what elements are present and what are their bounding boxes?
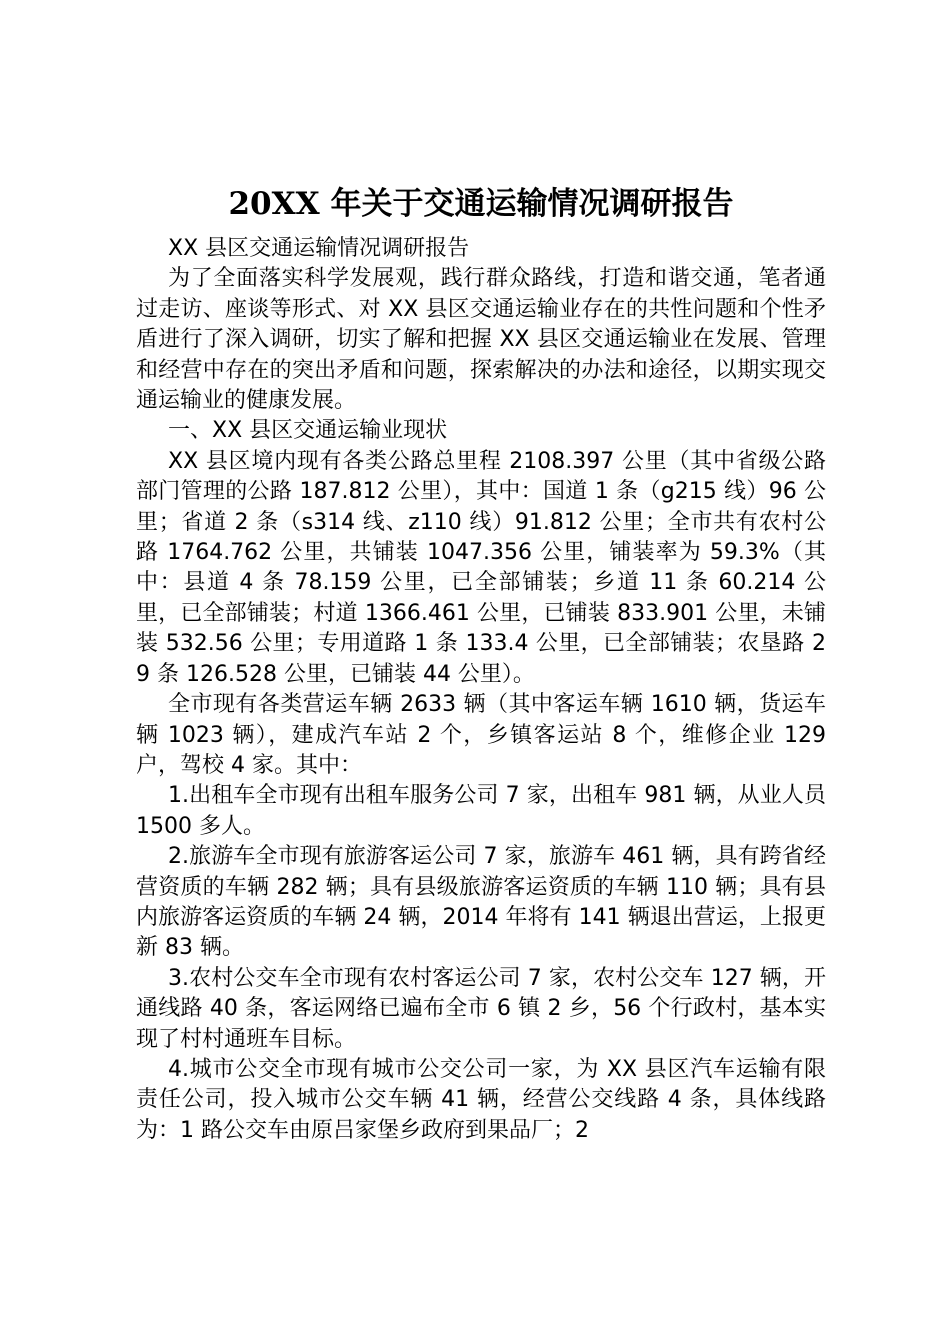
section-heading-current-status: 一、XX 县区交通运输业现状 (168, 418, 448, 444)
document-page (136, 182, 826, 1146)
paragraph-city-bus: 4.城市公交全市现有城市公交公司一家，为 XX 县区汽车运输有限责任公司，投入城市公交车辆 41 辆，经营公交线路 4 条，具体线路为：1 路公交车由原吕家堡乡政府到果品厂；2 (136, 1056, 826, 1143)
document-title: 20XX 年关于交通运输情况调研报告 (228, 186, 734, 222)
paragraph-rural-bus: 3.农村公交车全市现有农村客运公司 7 家，农村公交车 127 辆，开通线路 40 条，客运网络已遍布全市 6 镇 2 乡，56 个行政村，基本实现了村村通班车目标。 (136, 965, 826, 1052)
paragraph-roads: XX 县区境内现有各类公路总里程 2108.397 公里（其中省级公路部门管理的公路 187.812 公里），其中：国道 1 条（g215 线）96 公里；省道 2 条（s314 线、z110 线）91.812 公里；全市共有农村公路 1764.762 公里，共铺装 1047.356 公里，铺装率为 59.3%（其中：县道 4 条 78.159 公里，已全部铺装；乡道 11 条 60.214 公里，已全部铺装；村道 1366.461 公里，已铺装 833.901 公里，未铺装 532.56 公里；专用道路 1 条 133.4 公里，已全部铺装；农垦路 29 条 126.528 公里，已铺装 44 公里）。 (136, 448, 826, 687)
paragraph-taxi: 1.出租车全市现有出租车服务公司 7 家，出租车 981 辆，从业人员 1500 多人。 (136, 783, 826, 839)
paragraph-intro: 为了全面落实科学发展观，践行群众路线，打造和谐交通，笔者通过走访、座谈等形式、对 XX 县区交通运输业存在的共性问题和个性矛盾进行了深入调研，切实了解和把握 XX 县区交通运输业在发展、管理和经营中存在的突出矛盾和问题，探索解决的办法和途径，以期实现交通运输业的健康发展。 (136, 266, 826, 414)
paragraph-vehicles: 全市现有各类营运车辆 2633 辆（其中客运车辆 1610 辆，货运车辆 1023 辆），建成汽车站 2 个，乡镇客运站 8 个，维修企业 129 户，驾校 4 家。其中： (136, 692, 826, 778)
paragraph-subtitle: XX 县区交通运输情况调研报告 (168, 236, 470, 261)
paragraph-tour-bus: 2.旅游车全市现有旅游客运公司 7 家，旅游车 461 辆，具有跨省经营资质的车辆 282 辆；具有县级旅游客运资质的车辆 110 辆；具有县内旅游客运资质的车辆 24 辆，2014 年将有 141 辆退出营运，上报更新 83 辆。 (136, 844, 826, 961)
